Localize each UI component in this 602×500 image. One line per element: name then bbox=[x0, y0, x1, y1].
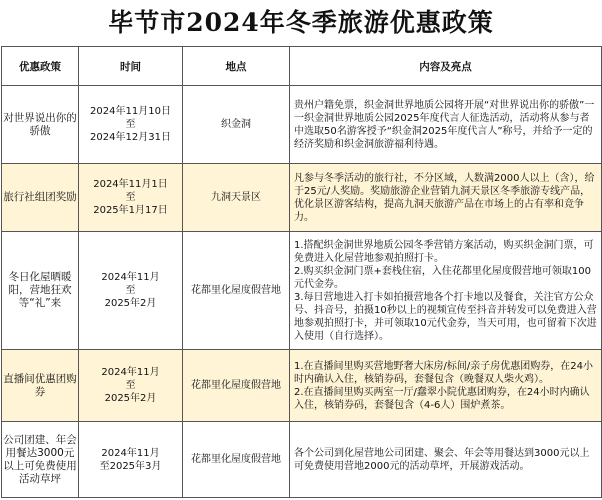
content-text: 1.搭配织金洞世界地质公园冬季营销方案活动，购买织金洞门票，可免费进入化屋营地参观拍照打卡。 bbox=[294, 239, 594, 264]
table-row bbox=[2, 86, 602, 164]
policy-name: 冬日化屋晒暖阳，营地狂欢等“礼”来 bbox=[8, 271, 72, 309]
time-line: 至 bbox=[125, 380, 136, 391]
content-cell bbox=[290, 164, 602, 232]
place-cell: 九洞天景区 bbox=[183, 164, 290, 232]
time-line: 至2025年3月 bbox=[99, 460, 162, 472]
content-cell bbox=[290, 350, 602, 422]
policy-cell bbox=[2, 232, 79, 350]
time-line: 2024年11月1日 bbox=[93, 179, 168, 190]
time-cell bbox=[79, 164, 183, 232]
place-cell: 织金洞 bbox=[183, 86, 290, 164]
content-text: 2.在直播间里购买两室一厅/蠢翠小院优惠团购券，在24小时内确认入住，核销券码，套餐包含（4-6人）围炉煮茶。 bbox=[294, 386, 590, 411]
policy-name: 旅行社组团奖励 bbox=[3, 191, 77, 203]
time-line: 2024年11月 bbox=[101, 272, 160, 283]
policy-cell bbox=[2, 86, 79, 164]
table-row bbox=[2, 422, 602, 498]
time-cell bbox=[79, 86, 183, 164]
time-line: 至 bbox=[125, 285, 136, 296]
policy-name: 公司团建、年会用餐达3000元以上可免费使用活动草坪 bbox=[3, 433, 77, 485]
content-cell bbox=[290, 232, 602, 350]
time-line: 2025年2月 bbox=[104, 298, 157, 309]
time-cell bbox=[79, 232, 183, 350]
policy-cell bbox=[2, 422, 79, 498]
time-cell bbox=[79, 422, 183, 498]
content-text: 凡参与冬季活动的旅行社，不分区域，人数满2000人以上（含），给于25元/人奖励。奖励旅游企业营销九洞天景区冬季旅游专线产品，优化景区游客结构，提高九洞天旅游产品在市场上的占有率和竞争力。 bbox=[294, 172, 595, 223]
time-cell bbox=[79, 350, 183, 422]
content-text: 2.购买织金洞门票+套栈住宿，入住花都里化屋度假营地可领取100元代金券。 bbox=[294, 265, 592, 290]
content-text: 各个公司到化屋营地公司团建、聚会、年会等用餐达到3000元以上可免费使用营地2000元的活动草坪，开展游戏活动。 bbox=[294, 447, 590, 472]
time-line: 2024年11月 bbox=[101, 447, 160, 459]
policy-cell bbox=[2, 350, 79, 422]
time-line: 2025年1月17日 bbox=[93, 205, 168, 216]
table-row bbox=[2, 232, 602, 350]
content-text: 贵州户籍免票，织金洞世界地质公园将开展“对世界说出你的骄傲”一一织金洞世界地质公园2025年度代言人征选活动，活动将从参与者中选取50名游客授予“织金洞2025年度代言人”称号，并给予一定的经济奖励和织金洞旅游福利待遇。 bbox=[294, 99, 595, 150]
time-line: 至 bbox=[125, 119, 136, 130]
place-cell: 花都里化屋度假营地 bbox=[183, 422, 290, 498]
content-text: 1.在直播间里购买营地野奢大床房/标间/亲子房优惠团购券，在24小时内确认入住，核销券码，套餐包含（晚餐双人柴火鸡）。 bbox=[294, 360, 594, 385]
policy-cell bbox=[2, 164, 79, 232]
place-cell: 花都里化屋度假营地 bbox=[183, 350, 290, 422]
header-place: 地点 bbox=[183, 47, 290, 86]
policy-name: 对世界说出你的骄傲 bbox=[3, 111, 77, 137]
time-line: 2024年11月10日 bbox=[90, 106, 171, 117]
time-line: 2024年12月31日 bbox=[90, 132, 171, 143]
content-cell bbox=[290, 86, 602, 164]
header-policy: 优惠政策 bbox=[2, 47, 79, 86]
table-header-row bbox=[2, 47, 602, 86]
page-title: 毕节市2024年冬季旅游优惠政策 bbox=[0, 0, 602, 46]
content-cell bbox=[290, 422, 602, 498]
time-line: 2025年2月 bbox=[104, 393, 157, 404]
place-cell: 花都里化屋度假营地 bbox=[183, 232, 290, 350]
policy-table bbox=[1, 46, 602, 498]
table-row bbox=[2, 164, 602, 232]
header-time: 时间 bbox=[79, 47, 183, 86]
time-line: 至 bbox=[125, 192, 136, 203]
header-content: 内容及亮点 bbox=[290, 47, 602, 86]
content-text: 3.每日营地进入打卡如拍摄营地各个打卡地以及餐食，关注官方公众号、抖音号，拍摄10秒以上的视频宣传至抖音并转发可以免费进入营地参观拍照打卡，并可领取10元代金券，当天可用，也可留着下次进入使用（自行选择）。 bbox=[294, 291, 597, 342]
time-line: 2024年11月 bbox=[101, 367, 160, 378]
policy-name: 直播间优惠团购券 bbox=[3, 372, 77, 398]
table-row bbox=[2, 350, 602, 422]
